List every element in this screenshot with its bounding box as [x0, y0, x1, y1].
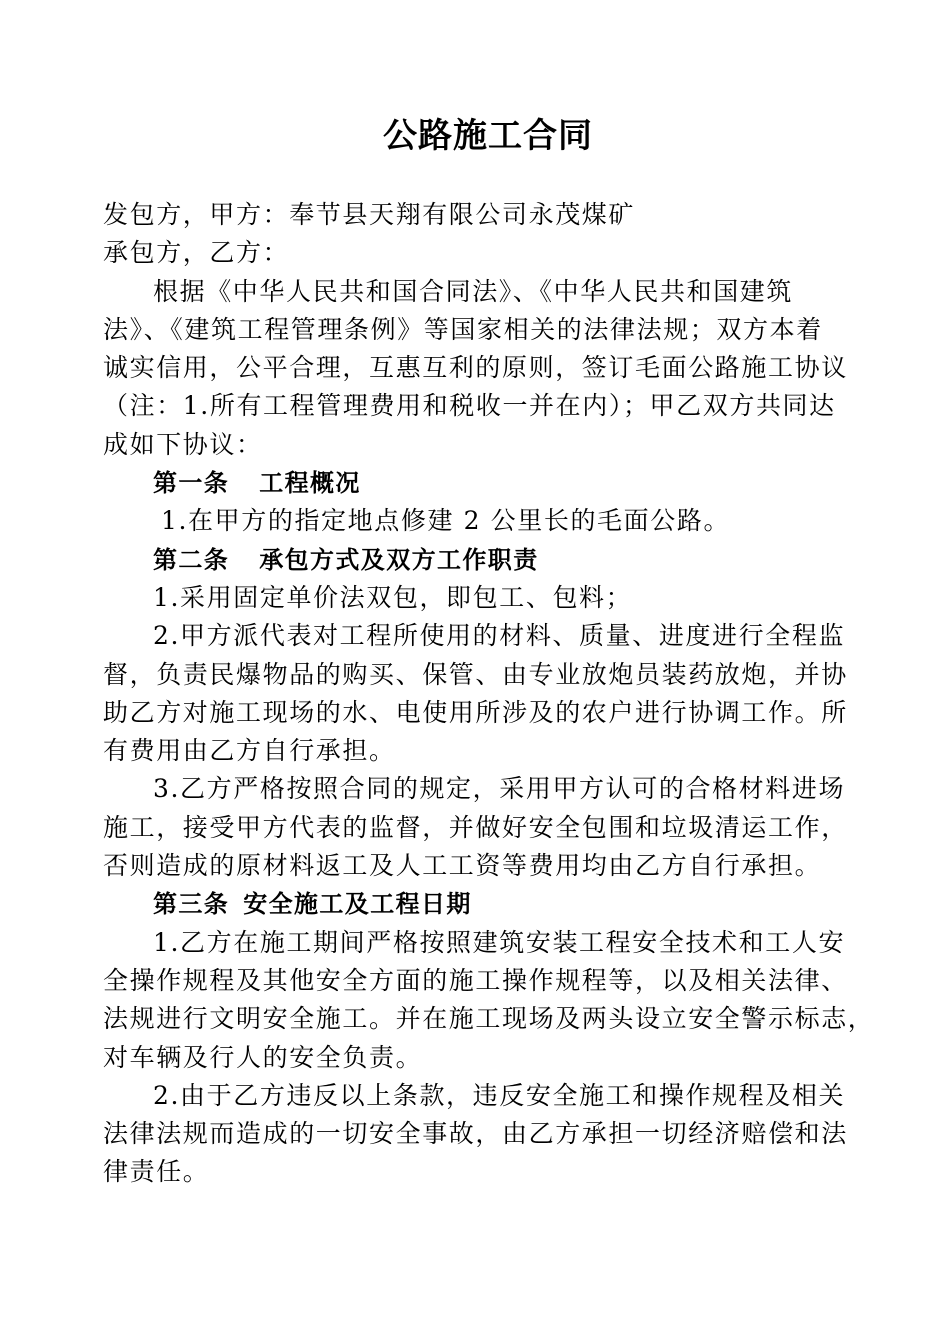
article-3-item-2-line: 2.由于乙方违反以上条款，违反安全施工和操作规程及相关 [153, 1080, 846, 1110]
preamble-line: 根据《中华人民共和国合同法》、《中华人民共和国建筑 [153, 276, 794, 306]
article-2-item-3-line: 施工，接受甲方代表的监督，并做好安全包围和垃圾清运工作， [103, 812, 848, 842]
article-1-item-1: 1.在甲方的指定地点修建 2 公里长的毛面公路。 [161, 506, 731, 536]
article-3-item-1-line: 法规进行文明安全施工。并在施工现场及两头设立安全警示标志， [103, 1004, 875, 1034]
party-b-line: 承包方，乙方： [103, 238, 290, 268]
preamble-line: 成如下协议： [103, 429, 263, 459]
article-2-item-2-line: 有费用由乙方自行承担。 [103, 736, 396, 766]
article-3-item-1-line: 1.乙方在施工期间严格按照建筑安装工程安全技术和工人安 [153, 927, 846, 957]
article-1-name: 工程概况 [259, 469, 361, 498]
article-3-name: 安全施工及工程日期 [243, 890, 472, 919]
document-title: 公路施工合同 [383, 116, 593, 156]
article-2-item-3-line: 否则造成的原材料返工及人工工资等费用均由乙方自行承担。 [103, 851, 822, 881]
article-2-heading [103, 541, 863, 579]
preamble-line: 诚实信用，公平合理，互惠互利的原则，签订毛面公路施工协议 [103, 353, 848, 383]
article-1-heading [103, 464, 863, 502]
article-2-item-2-line: 助乙方对施工现场的水、电使用所涉及的农户进行协调工作。所 [103, 697, 848, 727]
preamble-line: 法》、《建筑工程管理条例》等国家相关的法律法规；双方本着 [103, 314, 823, 344]
article-2-item-2-line: 督，负责民爆物品的购买、保管、由专业放炮员装药放炮，并协 [103, 659, 848, 689]
article-3-heading [103, 885, 863, 923]
article-3-number: 第三条 [153, 890, 230, 919]
article-2-number: 第二条 [153, 545, 230, 574]
article-3-item-2-line: 法律法规而造成的一切安全事故，由乙方承担一切经济赔偿和法 [103, 1119, 848, 1149]
article-3-item-2-line: 律责任。 [103, 1157, 210, 1187]
party-a-line: 发包方，甲方：奉节县天翔有限公司永茂煤矿 [103, 200, 636, 229]
document-body [103, 196, 875, 1192]
article-1-number: 第一条 [153, 469, 230, 498]
article-3-item-1-line: 全操作规程及其他安全方面的施工操作规程等，以及相关法律、 [103, 965, 848, 995]
article-2-item-2-line: 2.甲方派代表对工程所使用的材料、质量、进度进行全程监 [153, 621, 846, 651]
preamble-line: （注：1.所有工程管理费用和税收一并在内）；甲乙双方共同达 [103, 391, 836, 421]
article-2-item-3-line: 3.乙方严格按照合同的规定，采用甲方认可的合格材料进场 [153, 774, 846, 804]
article-2-item-1: 1.采用固定单价法双包，即包工、包料； [153, 582, 633, 612]
article-2-name: 承包方式及双方工作职责 [259, 545, 539, 574]
article-3-item-1-line: 对车辆及行人的安全负责。 [103, 1042, 423, 1072]
